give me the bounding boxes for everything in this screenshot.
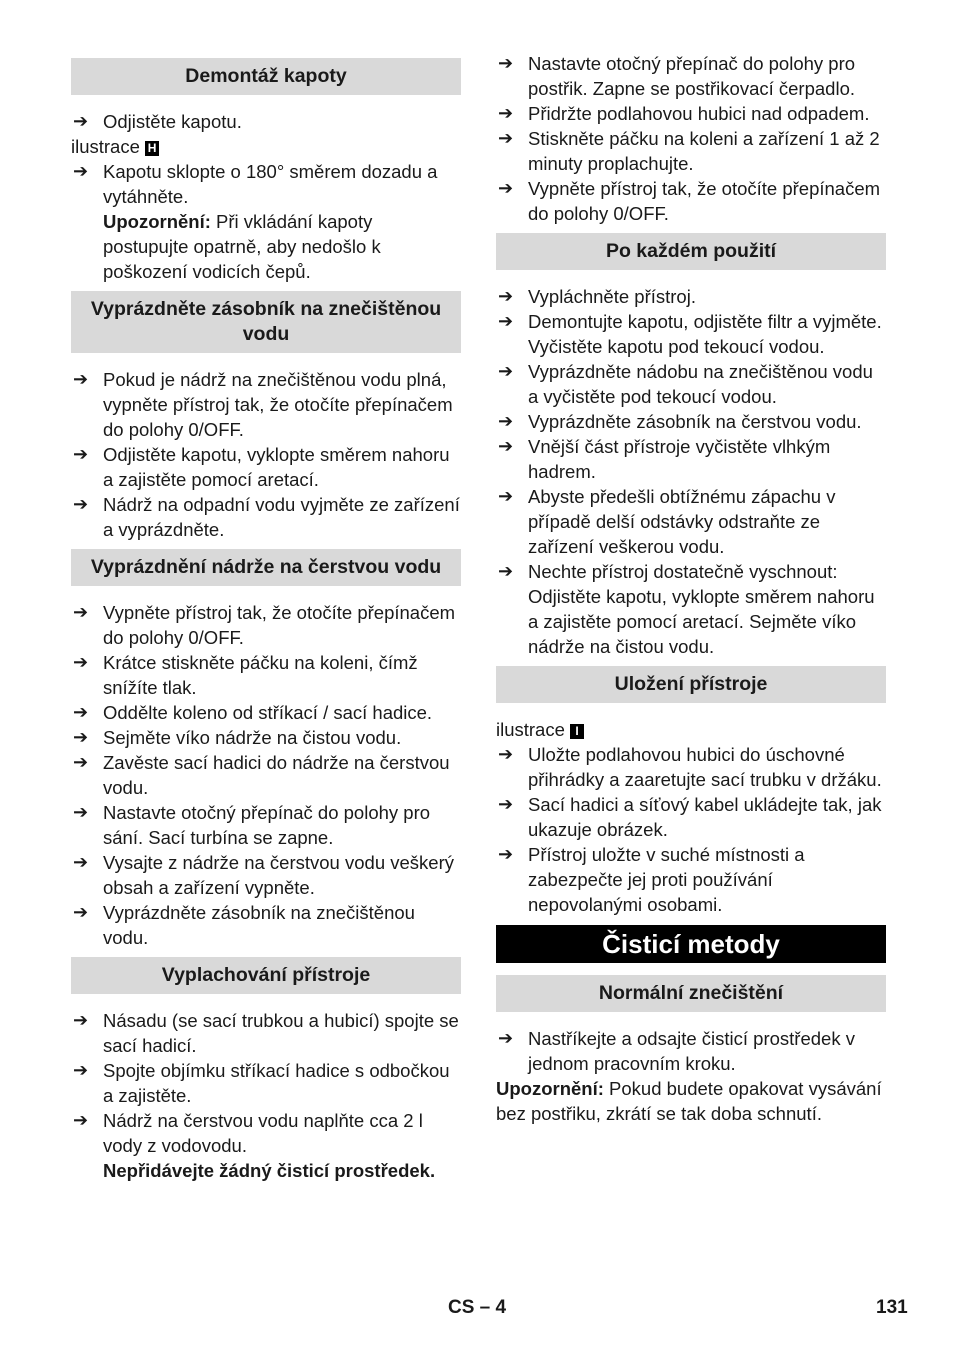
list-item-text: Odjistěte kapotu, vyklopte směrem nahoru a zajistěte pomocí aretací. <box>103 444 450 490</box>
list-item-text: Nádrž na odpadní vodu vyjměte ze zařízení a vyprázdněte. <box>103 494 460 540</box>
list-item <box>71 1108 461 1158</box>
arrow-icon: ➔ <box>498 744 514 764</box>
list-item <box>71 750 461 800</box>
figure-label: ilustrace <box>496 719 565 740</box>
list-item <box>496 792 886 842</box>
arrow-icon: ➔ <box>498 53 514 73</box>
arrow-icon: ➔ <box>498 411 514 431</box>
figure-label: ilustrace <box>71 136 140 157</box>
list-item <box>496 284 886 309</box>
arrow-icon: ➔ <box>73 902 89 922</box>
list-item <box>496 484 886 559</box>
chapter-heading: Čisticí metody <box>496 925 886 963</box>
arrow-icon: ➔ <box>73 702 89 722</box>
list-item <box>71 492 461 542</box>
list-item-text: Vypláchněte přístroj. <box>528 286 696 307</box>
list-item-text: Pokud je nádrž na znečištěnou vodu plná, vypněte přístroj tak, že otočíte přepínačem do polohy 0/OFF. <box>103 369 453 440</box>
list-item-text: Nechte přístroj dostatečně vyschnout: Odjistěte kapotu, vyklopte směrem nahoru a zajistěte pomocí aretací. Sejměte víko nádrže na čistou vodu. <box>528 561 875 657</box>
arrow-icon: ➔ <box>73 1010 89 1030</box>
list-item <box>496 101 886 126</box>
list-item-text: Sejměte víko nádrže na čistou vodu. <box>103 727 402 748</box>
list-item-text: Uložte podlahovou hubici do úschovné přihrádky a zaaretujte sací trubku v držáku. <box>528 744 882 790</box>
figure-letter-badge: H <box>145 141 159 156</box>
list-item <box>71 850 461 900</box>
list-item <box>71 900 461 950</box>
list-item <box>496 359 886 409</box>
list-item-text: Odjistěte kapotu. <box>103 111 242 132</box>
list-item-text: Vysajte z nádrže na čerstvou vodu veškerý obsah a zařízení vypněte. <box>103 852 454 898</box>
list-item <box>496 309 886 359</box>
list-item-text: Nastavte otočný přepínač do polohy pro postřik. Zapne se postřikovací čerpadlo. <box>528 53 856 99</box>
arrow-icon: ➔ <box>498 286 514 306</box>
note <box>496 1076 886 1126</box>
list-item <box>496 176 886 226</box>
arrow-icon: ➔ <box>498 794 514 814</box>
arrow-icon: ➔ <box>73 111 89 131</box>
arrow-icon: ➔ <box>73 494 89 514</box>
list-item <box>71 1058 461 1108</box>
list-item <box>496 434 886 484</box>
left-column <box>71 58 461 1183</box>
note <box>71 209 461 284</box>
list-item-text: Demontujte kapotu, odjistěte filtr a vyjměte. Vyčistěte kapotu pod tekoucí vodou. <box>528 311 882 357</box>
list-item-text: Spojte objímku stříkací hadice s odbočkou a zajistěte. <box>103 1060 450 1106</box>
arrow-icon: ➔ <box>498 311 514 331</box>
list-item <box>71 367 461 442</box>
list-item-text: Vyprázdněte zásobník na znečištěnou vodu. <box>103 902 415 948</box>
list-item-text: Zavěste sací hadici do nádrže na čerstvou vodu. <box>103 752 450 798</box>
list-item-text: Násadu (se sací trubkou a hubicí) spojte se sací hadicí. <box>103 1010 459 1056</box>
note-label: Upozornění: <box>496 1078 604 1099</box>
right-column <box>496 51 886 1126</box>
section-heading-storage: Uložení přístroje <box>496 666 886 703</box>
arrow-icon: ➔ <box>498 103 514 123</box>
list-item <box>496 409 886 434</box>
arrow-icon: ➔ <box>498 561 514 581</box>
list-item-text: Kapotu sklopte o 180° směrem dozadu a vytáhněte. <box>103 161 438 207</box>
arrow-icon: ➔ <box>73 802 89 822</box>
list-item <box>496 842 886 917</box>
list-item-text: Vypněte přístroj tak, že otočíte přepínačem do polohy 0/OFF. <box>528 178 881 224</box>
list-item <box>71 159 461 209</box>
arrow-icon: ➔ <box>73 602 89 622</box>
arrow-icon: ➔ <box>498 844 514 864</box>
arrow-icon: ➔ <box>73 1110 89 1130</box>
list-item <box>71 800 461 850</box>
list-item-text: Přidržte podlahovou hubici nad odpadem. <box>528 103 870 124</box>
figure-letter-badge: I <box>570 724 584 739</box>
arrow-icon: ➔ <box>73 652 89 672</box>
section-heading-normal-soiling: Normální znečištění <box>496 975 886 1012</box>
arrow-icon: ➔ <box>73 852 89 872</box>
arrow-icon: ➔ <box>73 161 89 181</box>
list-item-text: Krátce stiskněte páčku na koleni, čímž snížíte tlak. <box>103 652 418 698</box>
bold-warning: Nepřidávejte žádný čisticí prostředek. <box>103 1160 436 1181</box>
list-item <box>71 725 461 750</box>
note-text: Pokud budete opakovat vysávání bez postřiku, zkrátí se tak doba schnutí. <box>496 1078 882 1124</box>
list-item <box>496 126 886 176</box>
list-item-text: Abyste předešli obtížnému zápachu v případě delší odstávky odstraňte ze zařízení veškerou vodu. <box>528 486 836 557</box>
list-item-text: Nastříkejte a odsajte čisticí prostředek v jednom pracovním kroku. <box>528 1028 855 1074</box>
figure-reference <box>496 717 886 742</box>
figure-reference <box>71 134 461 159</box>
list-item <box>496 1026 886 1076</box>
list-item <box>71 600 461 650</box>
section-heading-empty-fresh-tank: Vyprázdnění nádrže na čerstvou vodu <box>71 549 461 586</box>
arrow-icon: ➔ <box>73 727 89 747</box>
list-item <box>71 109 461 134</box>
arrow-icon: ➔ <box>498 486 514 506</box>
list-item <box>496 559 886 659</box>
list-item-text: Vyprázdněte zásobník na čerstvou vodu. <box>528 411 862 432</box>
list-item-text: Přístroj uložte v suché místnosti a zabezpečte jej proti používání nepovolanými osobami. <box>528 844 805 915</box>
list-item <box>71 650 461 700</box>
list-item-text: Nádrž na čerstvou vodu naplňte cca 2 l vody z vodovodu. <box>103 1110 423 1156</box>
list-item <box>71 442 461 492</box>
list-item-text: Vnější část přístroje vyčistěte vlhkým hadrem. <box>528 436 831 482</box>
list-item-text: Vypněte přístroj tak, že otočíte přepínačem do polohy 0/OFF. <box>103 602 456 648</box>
note-text: Při vkládání kapoty postupujte opatrně, aby nedošlo k poškození vodicích čepů. <box>103 211 381 282</box>
arrow-icon: ➔ <box>73 369 89 389</box>
arrow-icon: ➔ <box>498 436 514 456</box>
list-item-text: Stiskněte páčku na koleni a zařízení 1 až 2 minuty proplachujte. <box>528 128 880 174</box>
arrow-icon: ➔ <box>498 128 514 148</box>
section-heading-after-each-use: Po každém použití <box>496 233 886 270</box>
arrow-icon: ➔ <box>498 178 514 198</box>
list-item-text: Vyprázdněte nádobu na znečištěnou vodu a vyčistěte pod tekoucí vodou. <box>528 361 873 407</box>
arrow-icon: ➔ <box>498 361 514 381</box>
arrow-icon: ➔ <box>498 1028 514 1048</box>
arrow-icon: ➔ <box>73 444 89 464</box>
section-heading-rinsing: Vyplachování přístroje <box>71 957 461 994</box>
section-heading-empty-dirty-tank: Vyprázdněte zásobník na znečištěnou vodu <box>71 291 461 353</box>
list-item <box>496 51 886 101</box>
arrow-icon: ➔ <box>73 1060 89 1080</box>
page-number: 131 <box>876 1297 908 1318</box>
section-heading-hood-removal: Demontáž kapoty <box>71 58 461 95</box>
list-item-text: Nastavte otočný přepínač do polohy pro sání. Sací turbína se zapne. <box>103 802 431 848</box>
list-item-text: Oddělte koleno od stříkací / sací hadice. <box>103 702 433 723</box>
footer-section-label: CS – 4 <box>448 1297 507 1318</box>
arrow-icon: ➔ <box>73 752 89 772</box>
list-item <box>496 742 886 792</box>
list-item-text: Sací hadici a síťový kabel ukládejte tak, jak ukazuje obrázek. <box>528 794 882 840</box>
note-label: Upozornění: <box>103 211 211 232</box>
list-item <box>71 700 461 725</box>
list-item <box>71 1008 461 1058</box>
